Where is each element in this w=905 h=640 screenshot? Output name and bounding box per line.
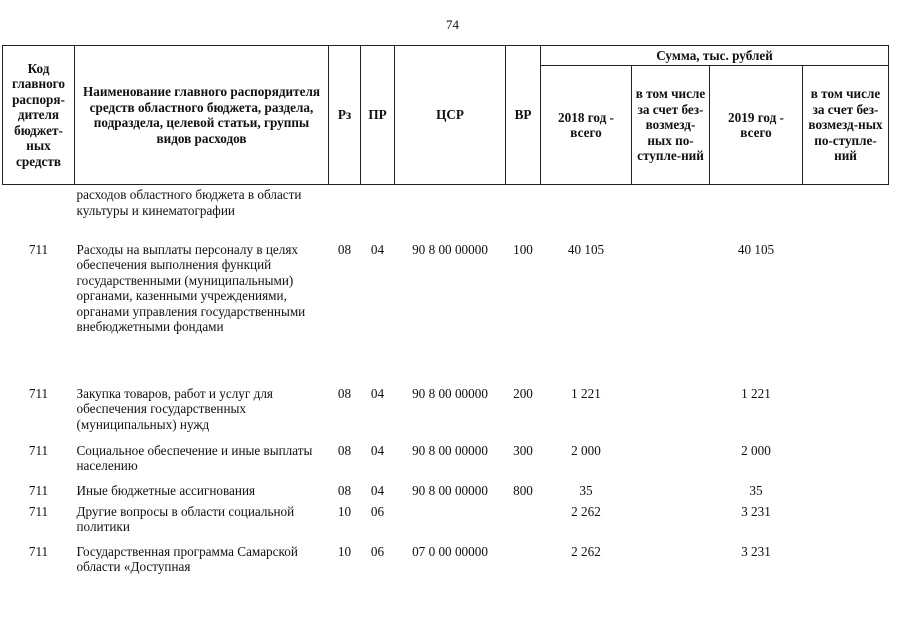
cell-2019-free [803,386,889,443]
cell-rz: 08 [337,241,352,257]
cell-vr: 200 [513,385,533,401]
cell-rz: 08 [337,442,352,458]
table-row [3,386,889,443]
cell-csr [395,185,506,242]
cell-code: 711 [28,543,49,559]
cell-2018-free [632,504,710,544]
cell-2019-total: 3 231 [741,543,771,559]
header-vr: ВР [506,46,541,185]
cell-name: Социальное обеспечение и иные выплаты населению [76,442,313,473]
table-row [3,483,889,504]
cell-code: 711 [28,385,49,401]
header-code: Код главного распоря-дителя бюджет-ных средств [3,46,75,185]
budget-table [2,45,889,580]
cell-2018-free [632,483,710,504]
cell-2019-free [803,443,889,483]
cell-rz: 08 [337,385,352,401]
cell-2018-total: 35 [579,482,593,498]
cell-rz: 10 [337,503,352,519]
header-rz: Рз [329,46,361,185]
header-2019-free: в том числе за счет без-возмезд-ных по-ступле-ний [803,66,889,185]
cell-2019-free [803,185,889,242]
cell-vr [506,544,541,580]
table-row [3,504,889,544]
cell-2019-total: 1 221 [741,385,771,401]
header-2019-total: 2019 год - всего [710,66,803,185]
table-body [3,185,889,580]
cell-csr [395,504,506,544]
header-2018-free: в том числе за счет без-возмезд-ных по-ступле-ний [632,66,710,185]
cell-vr [506,504,541,544]
cell-csr: 90 8 00 00000 [412,482,488,498]
cell-pr [361,185,395,242]
cell-2018-total: 2 000 [571,442,601,458]
cell-name: Другие вопросы в области социальной политики [76,503,295,534]
header-name: Наименование главного распорядителя средств областного бюджета, раздела, подраздела, целевой статьи, группы видов расходов [75,46,329,185]
cell-2019-free [803,544,889,580]
cell-vr: 800 [513,482,533,498]
cell-pr: 06 [370,503,385,519]
cell-csr: 90 8 00 00000 [412,385,488,401]
cell-2018-total: 1 221 [571,385,601,401]
cell-2018-total: 2 262 [571,543,601,559]
cell-vr: 100 [513,241,533,257]
cell-csr: 90 8 00 00000 [412,241,488,257]
cell-pr: 04 [370,442,385,458]
cell-rz: 08 [337,482,352,498]
cell-2018-free [632,242,710,386]
header-csr: ЦСР [395,46,506,185]
page-number: 74 [446,17,459,32]
cell-2019-total: 3 231 [741,503,771,519]
cell-2018-free [632,185,710,242]
cell-pr: 06 [370,543,385,559]
cell-pr: 04 [370,241,385,257]
cell-2019-total [710,185,803,242]
cell-rz: 10 [337,543,352,559]
cell-2018-free [632,386,710,443]
cell-name: Закупка товаров, работ и услуг для обеспечения государственных (муниципальных) нужд [76,385,273,432]
table-row [3,443,889,483]
cell-2019-total: 40 105 [737,241,775,257]
header-pr: ПР [361,46,395,185]
cell-code: 711 [28,503,49,519]
cell-name: Расходы на выплаты персоналу в целях обеспечения выполнения функций государственными (муниципальными) органами, казенными учреждениями, органами управления государственными внебюджетными фондами [76,241,306,334]
cell-code: 711 [28,442,49,458]
cell-code: 711 [28,241,49,257]
cell-vr [506,185,541,242]
cell-2018-total: 2 262 [571,503,601,519]
cell-rz [329,185,361,242]
cell-2019-total: 2 000 [741,442,771,458]
table-row [3,242,889,386]
header-2018-total: 2018 год - всего [541,66,632,185]
table-row [3,185,889,242]
header-sum-group: Сумма, тыс. рублей [541,46,889,66]
cell-csr: 90 8 00 00000 [412,442,488,458]
cell-2018-free [632,544,710,580]
table-header [3,46,889,185]
cell-2019-free [803,242,889,386]
cell-name: Иные бюджетные ассигнования [76,482,256,498]
cell-2019-free [803,483,889,504]
cell-2018-free [632,443,710,483]
cell-pr: 04 [370,482,385,498]
cell-name: расходов областного бюджета в области культуры и кинематографии [76,187,302,218]
table-row [3,544,889,580]
cell-pr: 04 [370,385,385,401]
cell-csr: 07 0 00 00000 [412,543,488,559]
cell-name: Государственная программа Самарской области «Доступная [76,543,298,574]
cell-vr: 300 [513,442,533,458]
cell-code [3,185,75,242]
cell-code: 711 [28,482,49,498]
cell-2018-total: 40 105 [567,241,605,257]
cell-2019-total: 35 [749,482,763,498]
cell-2019-free [803,504,889,544]
cell-2018-total [541,185,632,242]
